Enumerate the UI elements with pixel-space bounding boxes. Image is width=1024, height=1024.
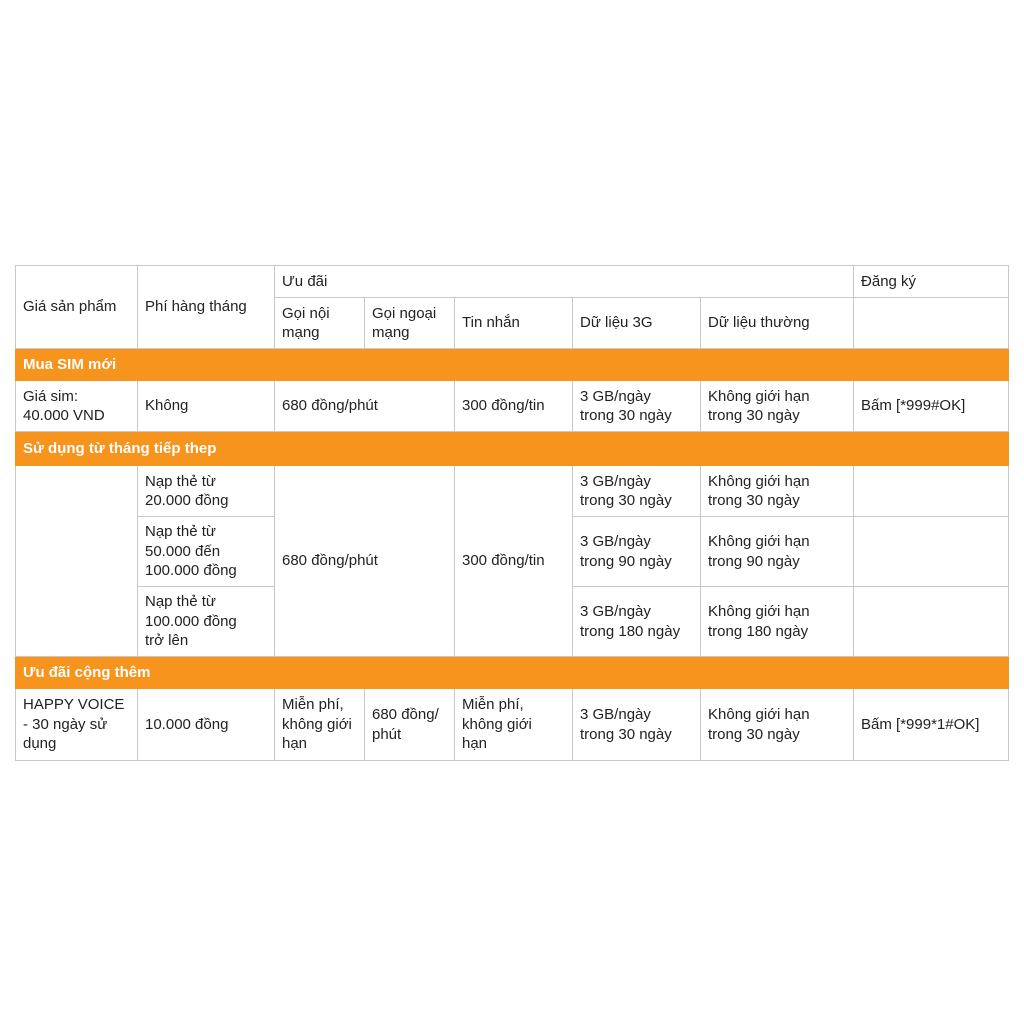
header-register-empty: [854, 298, 1009, 349]
data-3g-cell: 3 GB/ngày trong 180 ngày: [573, 587, 701, 657]
monthly-fee-cell: 10.000 đồng: [138, 689, 275, 761]
section-title: Mua SIM mới: [16, 349, 1009, 381]
data-regular-cell: Không giới hạn trong 30 ngày: [701, 466, 854, 517]
header-row-1: [16, 266, 1009, 298]
call-rate-cell: 680 đồng/phút: [275, 381, 455, 432]
pricing-table: [15, 265, 1009, 761]
table-row: [16, 466, 1009, 517]
section-addon: [16, 657, 1009, 689]
register-empty-cell: [854, 466, 1009, 517]
external-call-cell: 680 đồng/ phút: [365, 689, 455, 761]
addon-product-cell: HAPPY VOICE - 30 ngày sử dụng: [16, 689, 138, 761]
section-new-sim: [16, 349, 1009, 381]
sms-rate-cell: 300 đồng/tin: [455, 381, 573, 432]
call-rate-cell: 680 đồng/phút: [275, 466, 455, 657]
internal-call-cell: Miễn phí, không giới hạn: [275, 689, 365, 761]
sms-rate-cell: Miễn phí, không giới hạn: [455, 689, 573, 761]
register-code-cell: Bấm [*999#OK]: [854, 381, 1009, 432]
data-regular-cell: Không giới hạn trong 30 ngày: [701, 381, 854, 432]
header-monthly-fee: Phí hàng tháng: [138, 266, 275, 349]
data-3g-cell: 3 GB/ngày trong 30 ngày: [573, 381, 701, 432]
section-title: Sử dụng từ tháng tiếp thep: [16, 432, 1009, 466]
monthly-fee-cell: Không: [138, 381, 275, 432]
data-3g-cell: 3 GB/ngày trong 90 ngày: [573, 517, 701, 587]
sim-price-cell: Giá sim: 40.000 VND: [16, 381, 138, 432]
header-register: Đăng ký: [854, 266, 1009, 298]
data-regular-cell: Không giới hạn trong 30 ngày: [701, 689, 854, 761]
register-code-cell: Bấm [*999*1#OK]: [854, 689, 1009, 761]
empty-product-cell: [16, 466, 138, 657]
data-regular-cell: Không giới hạn trong 90 ngày: [701, 517, 854, 587]
header-offers: Ưu đãi: [275, 266, 854, 298]
header-internal-call: Gọi nội mạng: [275, 298, 365, 349]
topup-cell: Nạp thẻ từ 20.000 đồng: [138, 466, 275, 517]
table-row: [16, 381, 1009, 432]
header-external-call: Gọi ngoại mạng: [365, 298, 455, 349]
header-data-regular: Dữ liệu thường: [701, 298, 854, 349]
data-regular-cell: Không giới hạn trong 180 ngày: [701, 587, 854, 657]
header-product-price: Giá sản phẩm: [16, 266, 138, 349]
topup-cell: Nạp thẻ từ 100.000 đồng trở lên: [138, 587, 275, 657]
register-empty-cell: [854, 587, 1009, 657]
header-sms: Tin nhắn: [455, 298, 573, 349]
data-3g-cell: 3 GB/ngày trong 30 ngày: [573, 466, 701, 517]
section-following-months: [16, 432, 1009, 466]
data-3g-cell: 3 GB/ngày trong 30 ngày: [573, 689, 701, 761]
topup-cell: Nạp thẻ từ 50.000 đến 100.000 đồng: [138, 517, 275, 587]
table-row: [16, 689, 1009, 761]
register-empty-cell: [854, 517, 1009, 587]
section-title: Ưu đãi cộng thêm: [16, 657, 1009, 689]
header-data-3g: Dữ liệu 3G: [573, 298, 701, 349]
sms-rate-cell: 300 đồng/tin: [455, 466, 573, 657]
